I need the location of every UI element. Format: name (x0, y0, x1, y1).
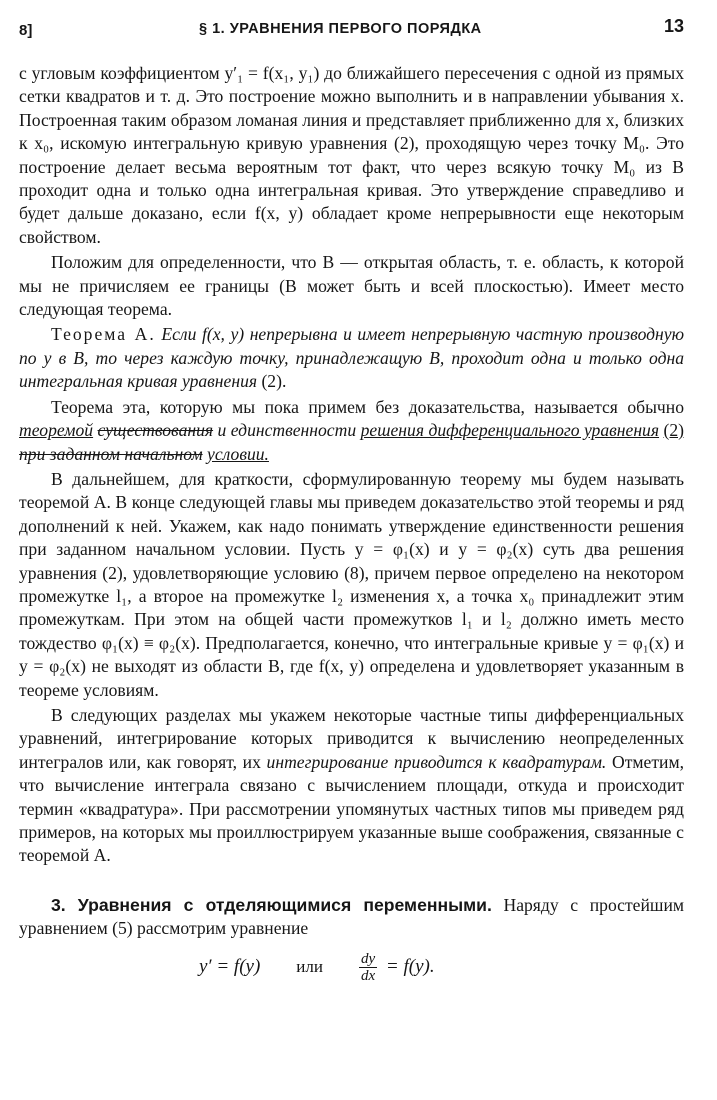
p6-text-start: В следующих разделах мы укажем некоторые частные типы дифференциальных уравнений, интегрирование которых приводится к вычислению неопределенных интегралов или, как говорят, их (19, 704, 684, 772)
p4-struck-word-theorem: теоремой (19, 420, 94, 441)
theorem-label: Теорема А. (51, 324, 156, 345)
p4-text-start: Теорема эта, которую мы пока примем без доказательства, называется обычно (51, 396, 684, 417)
p4-struck-initial: при заданном начальном (19, 443, 203, 464)
main-text (19, 62, 684, 868)
theorem-statement: Если f(x, y) непрерывна и имеет непрерывную частную производную по y в B, то через каждую точку, принадлежащую B, проходит одна и только одна интегральная кривая уравнения (19, 324, 684, 392)
paragraph-2: Положим для определенности, что B — открытая область, т. е. область, к которой мы не причисляем ее границы (B может быть и всей плоскостью). Имеет место следующая теорема. (19, 252, 684, 320)
section-3 (19, 894, 684, 941)
p6-italic-quadrature: интегрирование приводится к квадратурам. (266, 751, 607, 772)
equation-left: y′ = f(y) (199, 956, 261, 978)
display-equation (19, 951, 684, 984)
section-title: 3. Уравнения с отделяющимися переменными. (51, 894, 492, 915)
page-number: 13 (663, 16, 684, 36)
fraction-denominator: dx (360, 967, 376, 984)
paragraph-1: с угловым коэффициентом y′₁ = f(x₁, y₁) до ближайшего пересечения с одной из прямых сетки квадратов и т. д. Это построение можно выполнить и в направлении убывания x. Построенная таким образом ломаная линия и представляет приближенно для x, близких к x₀, искомую интегральную кривую уравнения (2), проходящую через точку M₀. Это построение делает весьма вероятным тот факт, что через всякую точку M₀ из B проходит одна и только одна интегральная кривая. Это утверждение справедливо и будет дальше доказано, если f(x, y) обладает кроме непрерывности еще некоторым свойством. (19, 63, 684, 247)
section-intro: Наряду с простейшим уравнением (5) рассмотрим уравнение (19, 894, 684, 939)
p4-italic-uniqueness: и единственности (217, 420, 357, 441)
paragraph-5: В дальнейшем, для краткости, сформулированную теорему мы будем называть теоремой А. В конце следующей главы мы приведем доказательство этой теоремы и ряд дополнений к ней. Укажем, как надо понимать утверждение единственности решения при заданном начальном условии. Пусть y = φ₁(x) и y = φ₂(x) суть два решения уравнения (2), удовлетворяющие условию (8), причем первое определено на некотором промежутке l₁, а второе на промежутке l₂ изменения x, а точка x₀ принадлежит этим промежуткам. При этом на общей части промежутков l₁ и l₂ должно иметь место тождество φ₁(x) ≡ φ₂(x). Предполагается, конечно, что интегральные кривые y = φ₁(x) и y = φ₂(x) не выходят из области B, где f(x, y) определена и удовлетворяет указанным в теореме условиям. (19, 468, 684, 700)
paragraph-6 (19, 704, 684, 868)
running-head (19, 14, 684, 40)
p4-italic-condition: условии. (207, 443, 269, 464)
fraction-numerator: dy (360, 950, 376, 967)
p6-text-end: Отметим, что вычисление интеграла связано с вычислением площади, откуда и происходит термин «квадратура». При рассмотрении упомянутых частных типов мы приведем ряд примеров, на которых мы проиллюстрируем указанные выше соображения, связанные с теоремой А. (19, 751, 684, 866)
dy-dx-fraction (359, 951, 377, 984)
p4-italic-solution: решения дифференциального уравнения (360, 420, 660, 441)
theorem-a (19, 323, 684, 393)
equation-or: или (296, 957, 323, 977)
equation-right: = f(y). (385, 955, 435, 977)
paragraph-4 (19, 396, 684, 466)
p4-equation-ref: (2) (663, 420, 685, 441)
header-left-mark: 8] (19, 22, 33, 39)
equation-ref: (2). (261, 371, 287, 392)
p4-struck-word-existence: существования (97, 420, 214, 441)
equation-right-group (359, 951, 435, 984)
running-title: § 1. УРАВНЕНИЯ ПЕРВОГО ПОРЯДКА (199, 21, 482, 37)
